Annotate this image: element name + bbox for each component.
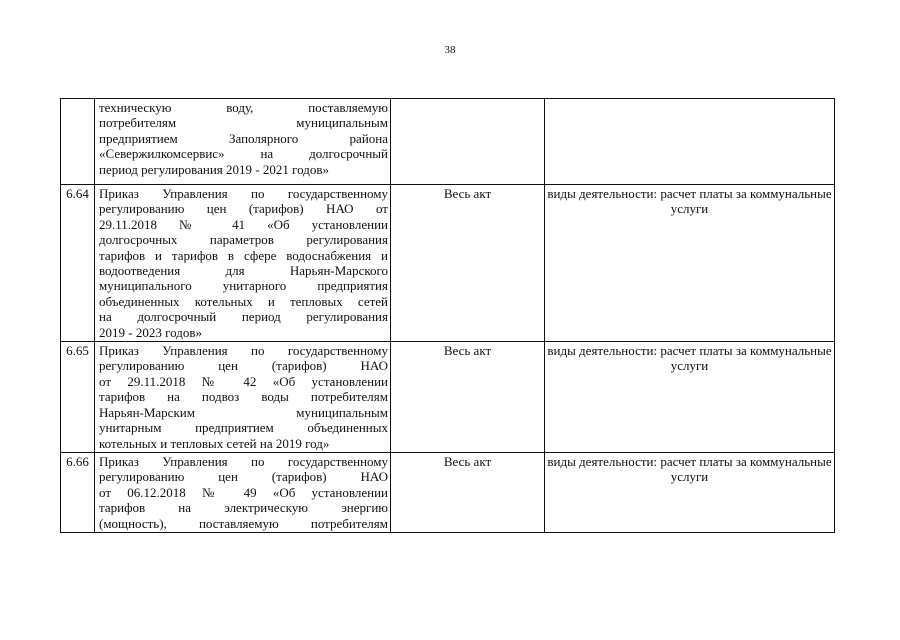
act-title-line: тарифов на электрическую энергию (99, 500, 388, 516)
act-note: виды деятельности: расчет платы за коммунальные услуги (545, 185, 835, 342)
table-body (61, 99, 835, 533)
act-title-line: потребителям муниципальным (99, 115, 388, 131)
act-title-line: 2019 - 2023 годов» (99, 324, 202, 340)
page-number: 38 (444, 44, 456, 56)
row-number: 6.66 (61, 452, 95, 532)
act-title-line: (мощность), поставляемую потребителям (99, 515, 388, 531)
act-scope: Весь акт (391, 452, 545, 532)
act-title-line: 29.11.2018 № 41 «Об установлении (99, 216, 388, 232)
act-scope: Весь акт (391, 342, 545, 453)
act-title-line: Нарьян-Марским муниципальным (99, 404, 388, 420)
table-row (61, 342, 835, 453)
act-title-line: регулированию цен (тарифов) НАО (99, 469, 388, 485)
act-scope (391, 99, 545, 185)
act-title-line: на долгосрочный период регулирования (99, 309, 388, 325)
act-title-line: «Севержилкомсервис» на долгосрочный (99, 146, 388, 162)
act-title-line: унитарным предприятием объединенных (99, 420, 388, 436)
act-title-line: Приказ Управления по государственному (99, 453, 388, 469)
act-title-line: долгосрочных параметров регулирования (99, 232, 388, 248)
act-title-line: Приказ Управления по государственному (99, 186, 388, 201)
act-title-line: период регулирования 2019 - 2021 годов» (99, 161, 329, 177)
row-number (61, 99, 95, 185)
act-title (95, 185, 391, 342)
act-title-line: техническую воду, поставляемую (99, 100, 388, 115)
act-title-line: муниципального унитарного предприятия (99, 278, 388, 294)
table-row (61, 99, 835, 185)
act-title-line: регулированию цен (тарифов) НАО от (99, 201, 388, 217)
row-number: 6.64 (61, 185, 95, 342)
act-title-line: объединенных котельных и тепловых сетей (99, 293, 388, 309)
act-scope: Весь акт (391, 185, 545, 342)
act-title (95, 342, 391, 453)
act-title (95, 452, 391, 532)
act-title-line: предприятием Заполярного района (99, 130, 388, 146)
table-row (61, 185, 835, 342)
act-title-line: водоотведения для Нарьян-Марского (99, 263, 388, 279)
act-title-line: регулированию цен (тарифов) НАО (99, 358, 388, 374)
act-title (95, 99, 391, 185)
act-title-line: тарифов на подвоз воды потребителям (99, 389, 388, 405)
table-row (61, 452, 835, 532)
act-title-line: от 06.12.2018 № 49 «Об установлении (99, 484, 388, 500)
row-number: 6.65 (61, 342, 95, 453)
act-title-line: Приказ Управления по государственному (99, 343, 388, 359)
act-note: виды деятельности: расчет платы за коммунальные услуги (545, 452, 835, 532)
act-title-line: тарифов и тарифов в сфере водоснабжения и (99, 247, 388, 263)
act-note: виды деятельности: расчет платы за коммунальные услуги (545, 342, 835, 453)
act-title-line: от 29.11.2018 № 42 «Об установлении (99, 373, 388, 389)
legal-acts-table (60, 98, 835, 533)
act-title-line: котельных и тепловых сетей на 2019 год» (99, 435, 330, 451)
act-note (545, 99, 835, 185)
